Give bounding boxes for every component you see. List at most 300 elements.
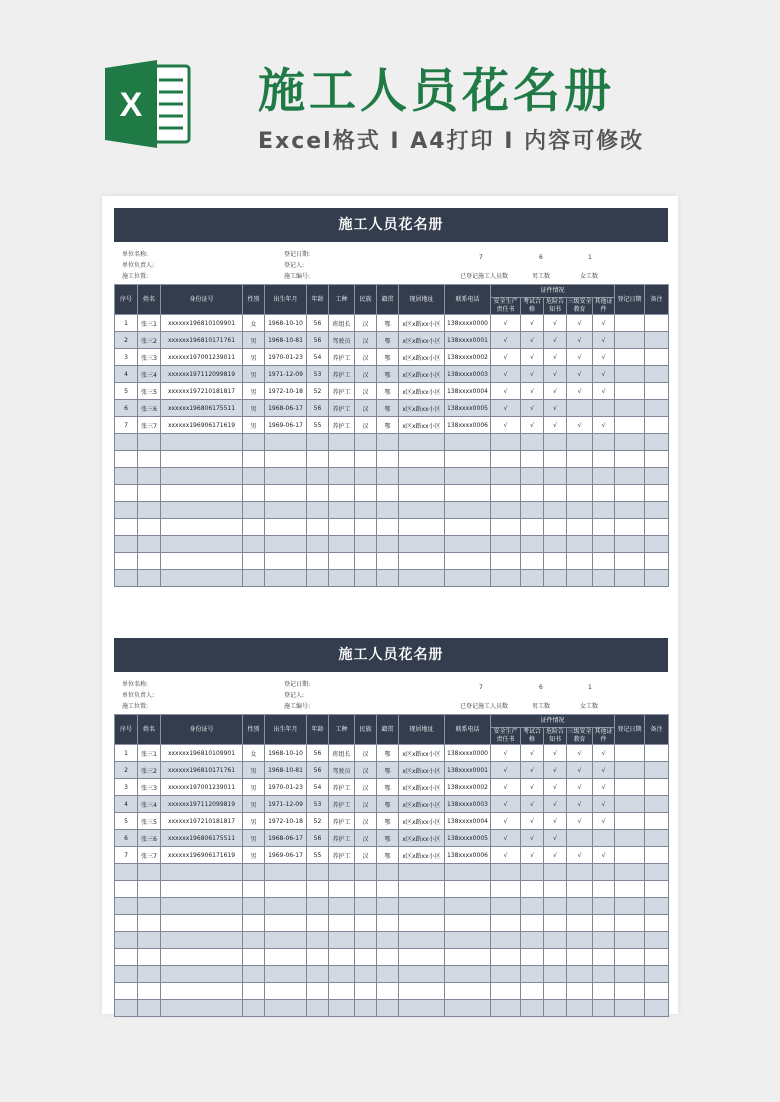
empty-cell [521, 536, 544, 553]
empty-cell [243, 915, 265, 932]
empty-cell [161, 983, 243, 1000]
cert-header: 安全生产责任书 [491, 298, 521, 315]
table-cell: 汉 [355, 366, 377, 383]
registered-count: 7 [479, 684, 483, 691]
empty-cell [521, 502, 544, 519]
col-header: 籍贯 [377, 285, 399, 315]
empty-cell [491, 1000, 521, 1017]
table-cell: 张三2 [138, 762, 161, 779]
table-cell: 养护工 [329, 349, 355, 366]
col-header: 出生年月 [265, 715, 307, 745]
empty-cell [161, 553, 243, 570]
empty-cell [645, 881, 669, 898]
table-cell: 男 [243, 779, 265, 796]
table-cell [645, 830, 669, 847]
empty-cell [115, 864, 138, 881]
male-count: 6 [539, 254, 543, 261]
table-cell [615, 332, 645, 349]
table-cell: 男 [243, 762, 265, 779]
empty-cell [265, 1000, 307, 1017]
table-cell: √ [544, 745, 567, 762]
empty-cell [445, 468, 491, 485]
empty-cell [161, 898, 243, 915]
empty-cell [138, 983, 161, 1000]
empty-cell [544, 915, 567, 932]
page-header [0, 0, 780, 190]
table-cell: xxxxxx196806175511 [161, 400, 243, 417]
empty-cell [265, 434, 307, 451]
table-cell: √ [544, 349, 567, 366]
table-cell: 男 [243, 349, 265, 366]
table-row [115, 332, 669, 349]
empty-row [115, 536, 669, 553]
col-header: 登记日期 [615, 715, 645, 745]
table-cell: √ [521, 400, 544, 417]
empty-cell [243, 451, 265, 468]
empty-cell [593, 983, 615, 1000]
table-cell: 7 [115, 417, 138, 434]
table-cell: 55 [307, 847, 329, 864]
empty-cell [307, 502, 329, 519]
registrar-label: 登记人: [284, 262, 305, 269]
table-row [115, 383, 669, 400]
empty-cell [138, 451, 161, 468]
table-cell: √ [593, 349, 615, 366]
empty-cell [355, 502, 377, 519]
empty-cell [491, 485, 521, 502]
table-cell [615, 400, 645, 417]
empty-cell [265, 864, 307, 881]
table-cell [615, 366, 645, 383]
empty-cell [645, 932, 669, 949]
empty-cell [355, 949, 377, 966]
empty-cell [399, 983, 445, 1000]
table-cell: √ [521, 383, 544, 400]
empty-cell [161, 1000, 243, 1017]
table-cell: 养护工 [329, 796, 355, 813]
table-cell: 52 [307, 383, 329, 400]
cert-header: 三级安全教育 [567, 728, 592, 743]
table-cell: 1970-01-23 [265, 349, 307, 366]
table-cell: 1968-10-10 [265, 315, 307, 332]
empty-cell [138, 536, 161, 553]
table-cell: 汉 [355, 332, 377, 349]
table-cell: √ [567, 332, 593, 349]
empty-cell [265, 502, 307, 519]
empty-cell [645, 536, 669, 553]
empty-cell [445, 553, 491, 570]
empty-cell [115, 966, 138, 983]
table-cell: √ [521, 813, 544, 830]
empty-cell [645, 1000, 669, 1017]
table-cell: 养护工 [329, 417, 355, 434]
empty-cell [521, 1000, 544, 1017]
empty-cell [491, 966, 521, 983]
site-label: 施工位置: [122, 703, 149, 710]
table-cell: 汉 [355, 745, 377, 762]
empty-cell [615, 502, 645, 519]
empty-cell [138, 519, 161, 536]
table-cell [593, 400, 615, 417]
table-cell: √ [567, 417, 593, 434]
empty-cell [544, 451, 567, 468]
empty-cell [265, 519, 307, 536]
table-cell: √ [491, 400, 521, 417]
empty-cell [161, 570, 243, 587]
empty-cell [399, 898, 445, 915]
empty-cell [115, 519, 138, 536]
table-cell: 驾驶员 [329, 332, 355, 349]
empty-cell [307, 536, 329, 553]
empty-cell [138, 1000, 161, 1017]
table-cell: 138xxxx0004 [445, 383, 491, 400]
empty-row [115, 451, 669, 468]
col-header: 出生年月 [265, 285, 307, 315]
empty-cell [161, 468, 243, 485]
empty-cell [355, 570, 377, 587]
empty-cell [265, 536, 307, 553]
table-cell: √ [491, 796, 521, 813]
table-cell: 138xxxx0001 [445, 332, 491, 349]
empty-cell [138, 485, 161, 502]
empty-row [115, 881, 669, 898]
table-cell: 张三4 [138, 366, 161, 383]
unit-name-label: 单位名称: [122, 251, 149, 258]
empty-cell [399, 570, 445, 587]
empty-cell [138, 915, 161, 932]
table-cell: x区x路xx小区 [399, 813, 445, 830]
col-header: 序号 [115, 715, 138, 745]
roster-info [114, 672, 668, 714]
empty-cell [355, 864, 377, 881]
cert-header: 危险告知书 [544, 728, 567, 745]
empty-cell [593, 949, 615, 966]
table-cell: √ [521, 779, 544, 796]
empty-cell [138, 468, 161, 485]
table-cell: √ [544, 762, 567, 779]
table-cell: x区x路xx小区 [399, 315, 445, 332]
logo-letter: X [119, 86, 143, 124]
empty-cell [115, 949, 138, 966]
table-cell: √ [593, 366, 615, 383]
empty-cell [445, 502, 491, 519]
cert-header: 其他证件 [594, 728, 613, 743]
empty-cell [593, 536, 615, 553]
cert-header: 其他证件 [594, 298, 613, 313]
empty-cell [615, 898, 645, 915]
table-cell: 138xxxx0003 [445, 366, 491, 383]
table-cell: √ [521, 349, 544, 366]
empty-cell [491, 915, 521, 932]
roster-body [115, 745, 669, 1017]
table-cell: 5 [115, 813, 138, 830]
empty-cell [491, 949, 521, 966]
table-cell: 56 [307, 400, 329, 417]
male-count: 6 [539, 684, 543, 691]
empty-cell [329, 949, 355, 966]
female-label: 女工数 [580, 273, 599, 280]
table-cell: √ [544, 417, 567, 434]
empty-cell [567, 1000, 593, 1017]
table-cell: 鄂 [377, 796, 399, 813]
table-cell: √ [567, 349, 593, 366]
col-header: 备注 [645, 285, 669, 315]
empty-cell [243, 485, 265, 502]
table-cell: 汉 [355, 830, 377, 847]
table-cell: 1969-06-17 [265, 847, 307, 864]
table-cell: 汉 [355, 400, 377, 417]
empty-cell [491, 864, 521, 881]
empty-cell [377, 451, 399, 468]
empty-cell [521, 915, 544, 932]
empty-cell [544, 983, 567, 1000]
table-cell: 138xxxx0001 [445, 762, 491, 779]
table-cell: 鄂 [377, 332, 399, 349]
table-cell: √ [593, 796, 615, 813]
roster-block-2 [114, 638, 668, 1017]
empty-cell [615, 1000, 645, 1017]
table-cell: 138xxxx0000 [445, 745, 491, 762]
table-cell: √ [521, 417, 544, 434]
empty-cell [307, 485, 329, 502]
empty-cell [329, 966, 355, 983]
registered-label: 已登记施工人员数 [460, 273, 509, 280]
empty-cell [243, 553, 265, 570]
empty-cell [593, 881, 615, 898]
table-cell: 汉 [355, 417, 377, 434]
empty-cell [567, 864, 593, 881]
table-cell: √ [491, 366, 521, 383]
empty-cell [265, 983, 307, 1000]
table-cell: 54 [307, 779, 329, 796]
table-cell: 鄂 [377, 400, 399, 417]
empty-cell [265, 898, 307, 915]
empty-cell [355, 1000, 377, 1017]
empty-cell [567, 570, 593, 587]
empty-cell [115, 570, 138, 587]
table-cell: 53 [307, 366, 329, 383]
register-date-label: 登记日期: [284, 681, 311, 688]
empty-cell [445, 932, 491, 949]
empty-cell [377, 915, 399, 932]
table-cell: 56 [307, 745, 329, 762]
empty-cell [243, 536, 265, 553]
table-cell: 鄂 [377, 417, 399, 434]
table-cell: 养护工 [329, 383, 355, 400]
empty-cell [491, 932, 521, 949]
table-cell: 1 [115, 745, 138, 762]
col-header: 现居地址 [399, 285, 445, 315]
table-cell [567, 830, 593, 847]
empty-cell [329, 434, 355, 451]
registered-count: 7 [479, 254, 483, 261]
site-label: 施工位置: [122, 273, 149, 280]
empty-cell [399, 864, 445, 881]
cert-header: 安全生产责任书 [491, 728, 521, 745]
empty-cell [615, 468, 645, 485]
empty-cell [377, 898, 399, 915]
table-cell: 班组长 [329, 745, 355, 762]
empty-cell [544, 898, 567, 915]
empty-cell [307, 949, 329, 966]
empty-cell [445, 434, 491, 451]
cert-header: 考试合格 [521, 728, 544, 745]
empty-cell [307, 864, 329, 881]
col-header: 民族 [355, 285, 377, 315]
table-cell: √ [567, 762, 593, 779]
empty-cell [593, 864, 615, 881]
table-cell: 3 [115, 779, 138, 796]
empty-cell [445, 864, 491, 881]
table-cell: 鄂 [377, 315, 399, 332]
empty-cell [243, 966, 265, 983]
empty-cell [138, 553, 161, 570]
col-header: 登记日期 [615, 285, 645, 315]
empty-cell [399, 451, 445, 468]
empty-cell [265, 468, 307, 485]
empty-cell [243, 434, 265, 451]
table-cell: 汉 [355, 349, 377, 366]
table-cell: 3 [115, 349, 138, 366]
table-cell: 男 [243, 847, 265, 864]
table-cell: 汉 [355, 383, 377, 400]
table-cell: √ [544, 400, 567, 417]
table-cell: 女 [243, 315, 265, 332]
table-row [115, 796, 669, 813]
empty-cell [544, 881, 567, 898]
empty-row [115, 485, 669, 502]
table-cell [615, 779, 645, 796]
empty-cell [377, 502, 399, 519]
table-cell: xxxxxx197001239011 [161, 349, 243, 366]
table-cell: 138xxxx0002 [445, 779, 491, 796]
col-header: 民族 [355, 715, 377, 745]
empty-cell [377, 434, 399, 451]
empty-cell [307, 932, 329, 949]
empty-cell [377, 519, 399, 536]
empty-cell [491, 536, 521, 553]
table-cell: xxxxxx196806175511 [161, 830, 243, 847]
empty-cell [491, 881, 521, 898]
col-header: 工种 [329, 285, 355, 315]
empty-cell [243, 570, 265, 587]
empty-cell [377, 468, 399, 485]
col-header: 姓名 [138, 285, 161, 315]
cert-group-header: 证件情况 [491, 715, 615, 728]
table-cell: 1972-10-18 [265, 813, 307, 830]
empty-cell [377, 881, 399, 898]
col-header: 年龄 [307, 715, 329, 745]
table-cell [645, 332, 669, 349]
empty-cell [399, 932, 445, 949]
empty-cell [445, 519, 491, 536]
empty-cell [307, 881, 329, 898]
empty-cell [161, 966, 243, 983]
empty-cell [355, 536, 377, 553]
empty-cell [265, 915, 307, 932]
empty-cell [243, 898, 265, 915]
table-cell [615, 349, 645, 366]
empty-row [115, 468, 669, 485]
table-row [115, 400, 669, 417]
table-cell: 汉 [355, 762, 377, 779]
empty-cell [593, 898, 615, 915]
table-row [115, 762, 669, 779]
empty-row [115, 898, 669, 915]
empty-cell [355, 898, 377, 915]
empty-cell [329, 519, 355, 536]
empty-cell [243, 502, 265, 519]
empty-cell [445, 536, 491, 553]
empty-cell [491, 434, 521, 451]
register-date-label: 登记日期: [284, 251, 311, 258]
table-cell: 养护工 [329, 813, 355, 830]
table-cell: 张三1 [138, 315, 161, 332]
empty-cell [567, 949, 593, 966]
empty-cell [615, 864, 645, 881]
table-cell: 1971-12-09 [265, 366, 307, 383]
empty-cell [445, 485, 491, 502]
table-cell: 张三5 [138, 813, 161, 830]
table-cell: 鄂 [377, 779, 399, 796]
empty-row [115, 983, 669, 1000]
empty-cell [329, 1000, 355, 1017]
table-cell: 鄂 [377, 366, 399, 383]
empty-cell [399, 915, 445, 932]
table-cell: 驾驶员 [329, 762, 355, 779]
empty-cell [355, 519, 377, 536]
table-cell: √ [521, 762, 544, 779]
table-cell [645, 400, 669, 417]
empty-cell [377, 949, 399, 966]
table-cell: 张三7 [138, 417, 161, 434]
table-cell: √ [567, 366, 593, 383]
table-cell: √ [544, 366, 567, 383]
empty-cell [544, 553, 567, 570]
table-row [115, 745, 669, 762]
empty-cell [645, 898, 669, 915]
empty-cell [161, 519, 243, 536]
table-cell [645, 315, 669, 332]
empty-cell [521, 881, 544, 898]
empty-cell [138, 502, 161, 519]
empty-cell [615, 519, 645, 536]
empty-cell [329, 502, 355, 519]
empty-cell [265, 932, 307, 949]
empty-cell [593, 451, 615, 468]
empty-cell [161, 434, 243, 451]
empty-cell [329, 932, 355, 949]
empty-cell [115, 553, 138, 570]
empty-cell [399, 881, 445, 898]
table-cell: xxxxxx196906171619 [161, 417, 243, 434]
empty-cell [567, 485, 593, 502]
empty-cell [355, 966, 377, 983]
table-cell: 张三5 [138, 383, 161, 400]
empty-cell [593, 570, 615, 587]
empty-cell [544, 434, 567, 451]
table-cell: 男 [243, 813, 265, 830]
empty-cell [567, 553, 593, 570]
empty-cell [645, 434, 669, 451]
table-cell: xxxxxx196810171761 [161, 332, 243, 349]
male-label: 男工数 [532, 273, 551, 280]
table-cell: xxxxxx197001239011 [161, 779, 243, 796]
table-cell [615, 796, 645, 813]
empty-cell [645, 468, 669, 485]
empty-cell [544, 485, 567, 502]
cert-header: 考试合格 [521, 298, 544, 315]
